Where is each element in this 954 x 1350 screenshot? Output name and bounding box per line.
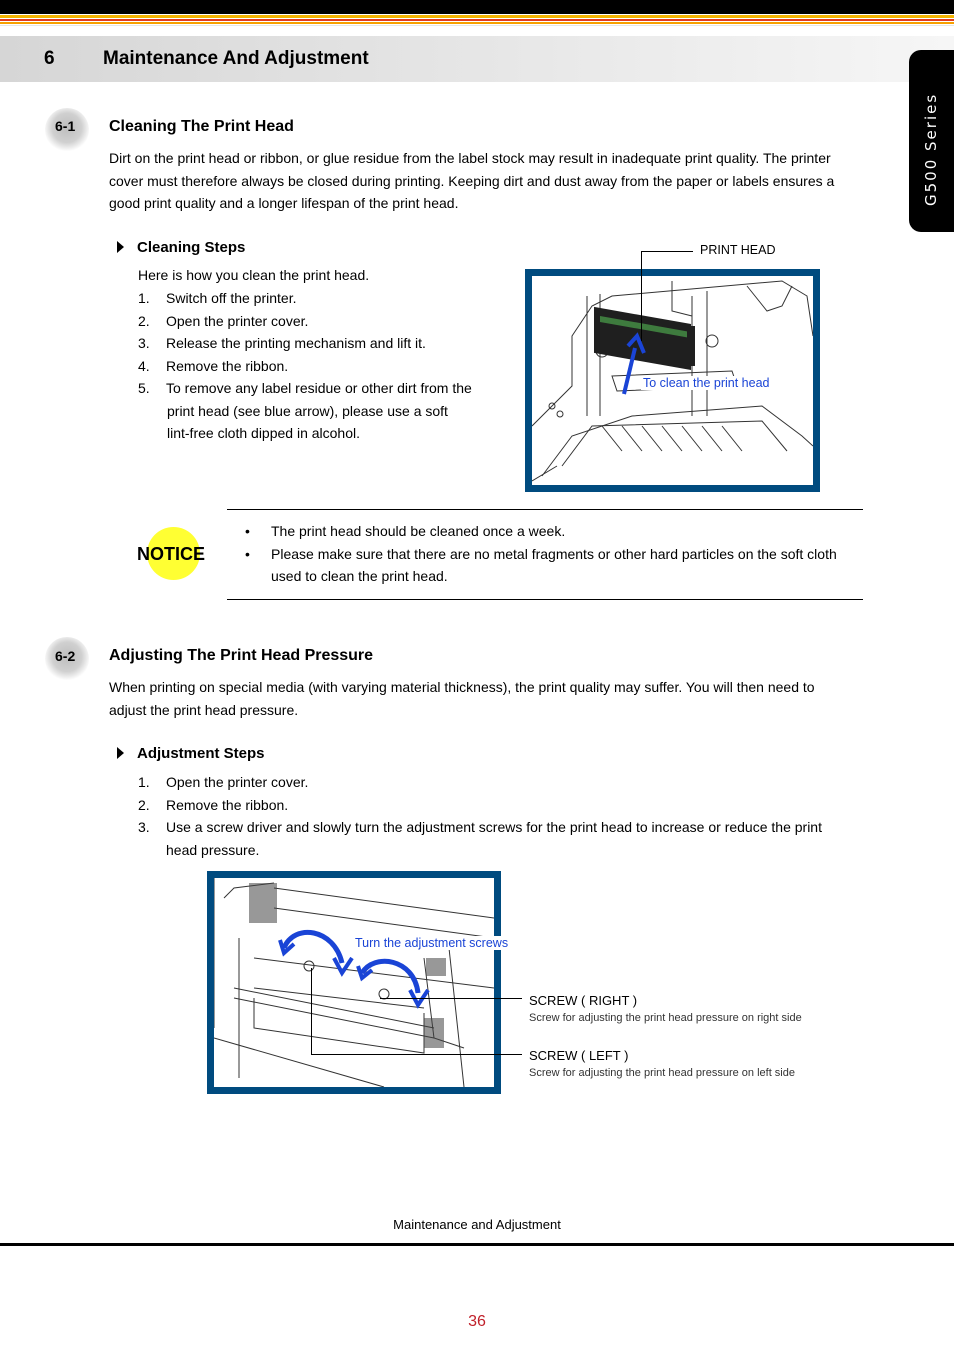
screw-left-title: SCREW ( LEFT ) [529, 1048, 629, 1063]
notice-item [245, 543, 865, 566]
intro-line: Dirt on the print head or ribbon, or glue residue from the label stock may result in inadequate print quality. The printer [109, 150, 831, 166]
header-stripe-orange [0, 22, 954, 24]
list-number: 3. [138, 335, 150, 351]
turn-screws-label: Turn the adjustment screws [355, 936, 509, 950]
list-item [138, 355, 498, 378]
section-title: Adjusting The Print Head Pressure [109, 647, 374, 664]
list-number: 5. [138, 380, 150, 396]
list-number: 1. [138, 290, 150, 306]
notice-label: NOTICE [137, 544, 206, 564]
clean-arrow-label: To clean the print head [643, 376, 770, 390]
bullet-triangle-icon [117, 747, 124, 759]
header-bar [0, 0, 954, 14]
screw-left-desc: Screw for adjusting the print head pressure on left side [529, 1067, 795, 1079]
notice-item [245, 520, 865, 543]
intro-line: cover must therefore always be closed during printing. Keeping dirt and dust away from the paper or labels ensures a [109, 172, 835, 189]
list-item [138, 794, 858, 817]
subsection-heading: Adjustment Steps [137, 745, 265, 762]
printer-illustration [214, 878, 494, 1087]
steps-intro: Here is how you clean the print head. [138, 267, 370, 283]
notice-top-rule [227, 509, 863, 510]
list-item [138, 816, 858, 839]
section-number: 6-2 [55, 648, 76, 664]
callout-line [380, 998, 522, 999]
callout-line [311, 1054, 522, 1055]
list-text: Remove the ribbon. [166, 357, 289, 374]
footer-section-name: Maintenance and Adjustment [393, 1217, 561, 1232]
header-stripe-red [0, 19, 954, 21]
list-item [138, 287, 498, 310]
intro-line: good print quality and a longer lifespan of the print head. [109, 195, 459, 211]
section-intro [109, 676, 869, 721]
subsection-heading: Cleaning Steps [137, 239, 246, 256]
chapter-title: Maintenance And Adjustment [103, 48, 369, 69]
list-text: Use a screw driver and slowly turn the adjustment screws for the print head to increase or reduce the print [166, 819, 822, 835]
adjustment-screws-figure [207, 871, 501, 1094]
page-number: 36 [468, 1313, 486, 1330]
screw-right-desc: Screw for adjusting the print head pressure on right side [529, 1012, 802, 1024]
series-tab [909, 50, 954, 232]
list-text: Release the printing mechanism and lift it. [166, 335, 426, 351]
intro-line: When printing on special media (with varying material thickness), the print quality may suffer. You will then need to [109, 679, 815, 695]
list-item [138, 377, 498, 400]
callout-line [641, 251, 642, 341]
list-text: Remove the ribbon. [166, 796, 289, 813]
list-number: 2. [138, 796, 150, 813]
screw-right-title: SCREW ( RIGHT ) [529, 993, 638, 1008]
list-item-continuation: lint-free cloth dipped in alcohol. [167, 425, 361, 441]
notice-list [245, 520, 865, 588]
list-item [138, 310, 498, 333]
print-head-callout-label: PRINT HEAD [700, 243, 776, 257]
bullet-dot-icon: • [245, 545, 250, 562]
steps-list [138, 771, 858, 861]
notice-item-continuation: used to clean the print head. [271, 568, 448, 584]
list-number: 1. [138, 774, 150, 790]
section-intro [109, 147, 869, 215]
list-item [138, 332, 498, 355]
steps-list [138, 287, 498, 445]
list-text: Switch off the printer. [166, 290, 297, 306]
notice-bottom-rule [227, 599, 863, 600]
intro-line: adjust the print head pressure. [109, 701, 299, 718]
section-number: 6-1 [55, 118, 76, 134]
list-item-continuation: head pressure. [166, 841, 260, 858]
list-text: To remove any label residue or other dirt from the [166, 380, 472, 396]
series-tab-label: G500 Series [922, 92, 940, 206]
header-stripe-yellow [0, 15, 954, 18]
list-number: 3. [138, 819, 150, 835]
footer-rule [0, 1243, 954, 1246]
list-number: 4. [138, 357, 150, 374]
bullet-triangle-icon [117, 241, 124, 253]
callout-line [311, 968, 312, 1055]
chapter-number: 6 [44, 48, 55, 69]
list-item-continuation: print head (see blue arrow), please use a soft [167, 402, 448, 419]
list-item [138, 771, 858, 794]
notice-text: Please make sure that there are no metal fragments or other hard particles on the soft cloth [271, 545, 837, 562]
list-text: Open the printer cover. [166, 312, 309, 329]
notice-text: The print head should be cleaned once a week. [271, 523, 566, 539]
list-text: Open the printer cover. [166, 774, 309, 790]
callout-line [641, 251, 693, 252]
list-number: 2. [138, 312, 150, 329]
header-stripe-gray [0, 25, 954, 26]
section-title: Cleaning The Print Head [109, 118, 294, 135]
bullet-dot-icon: • [245, 523, 250, 539]
